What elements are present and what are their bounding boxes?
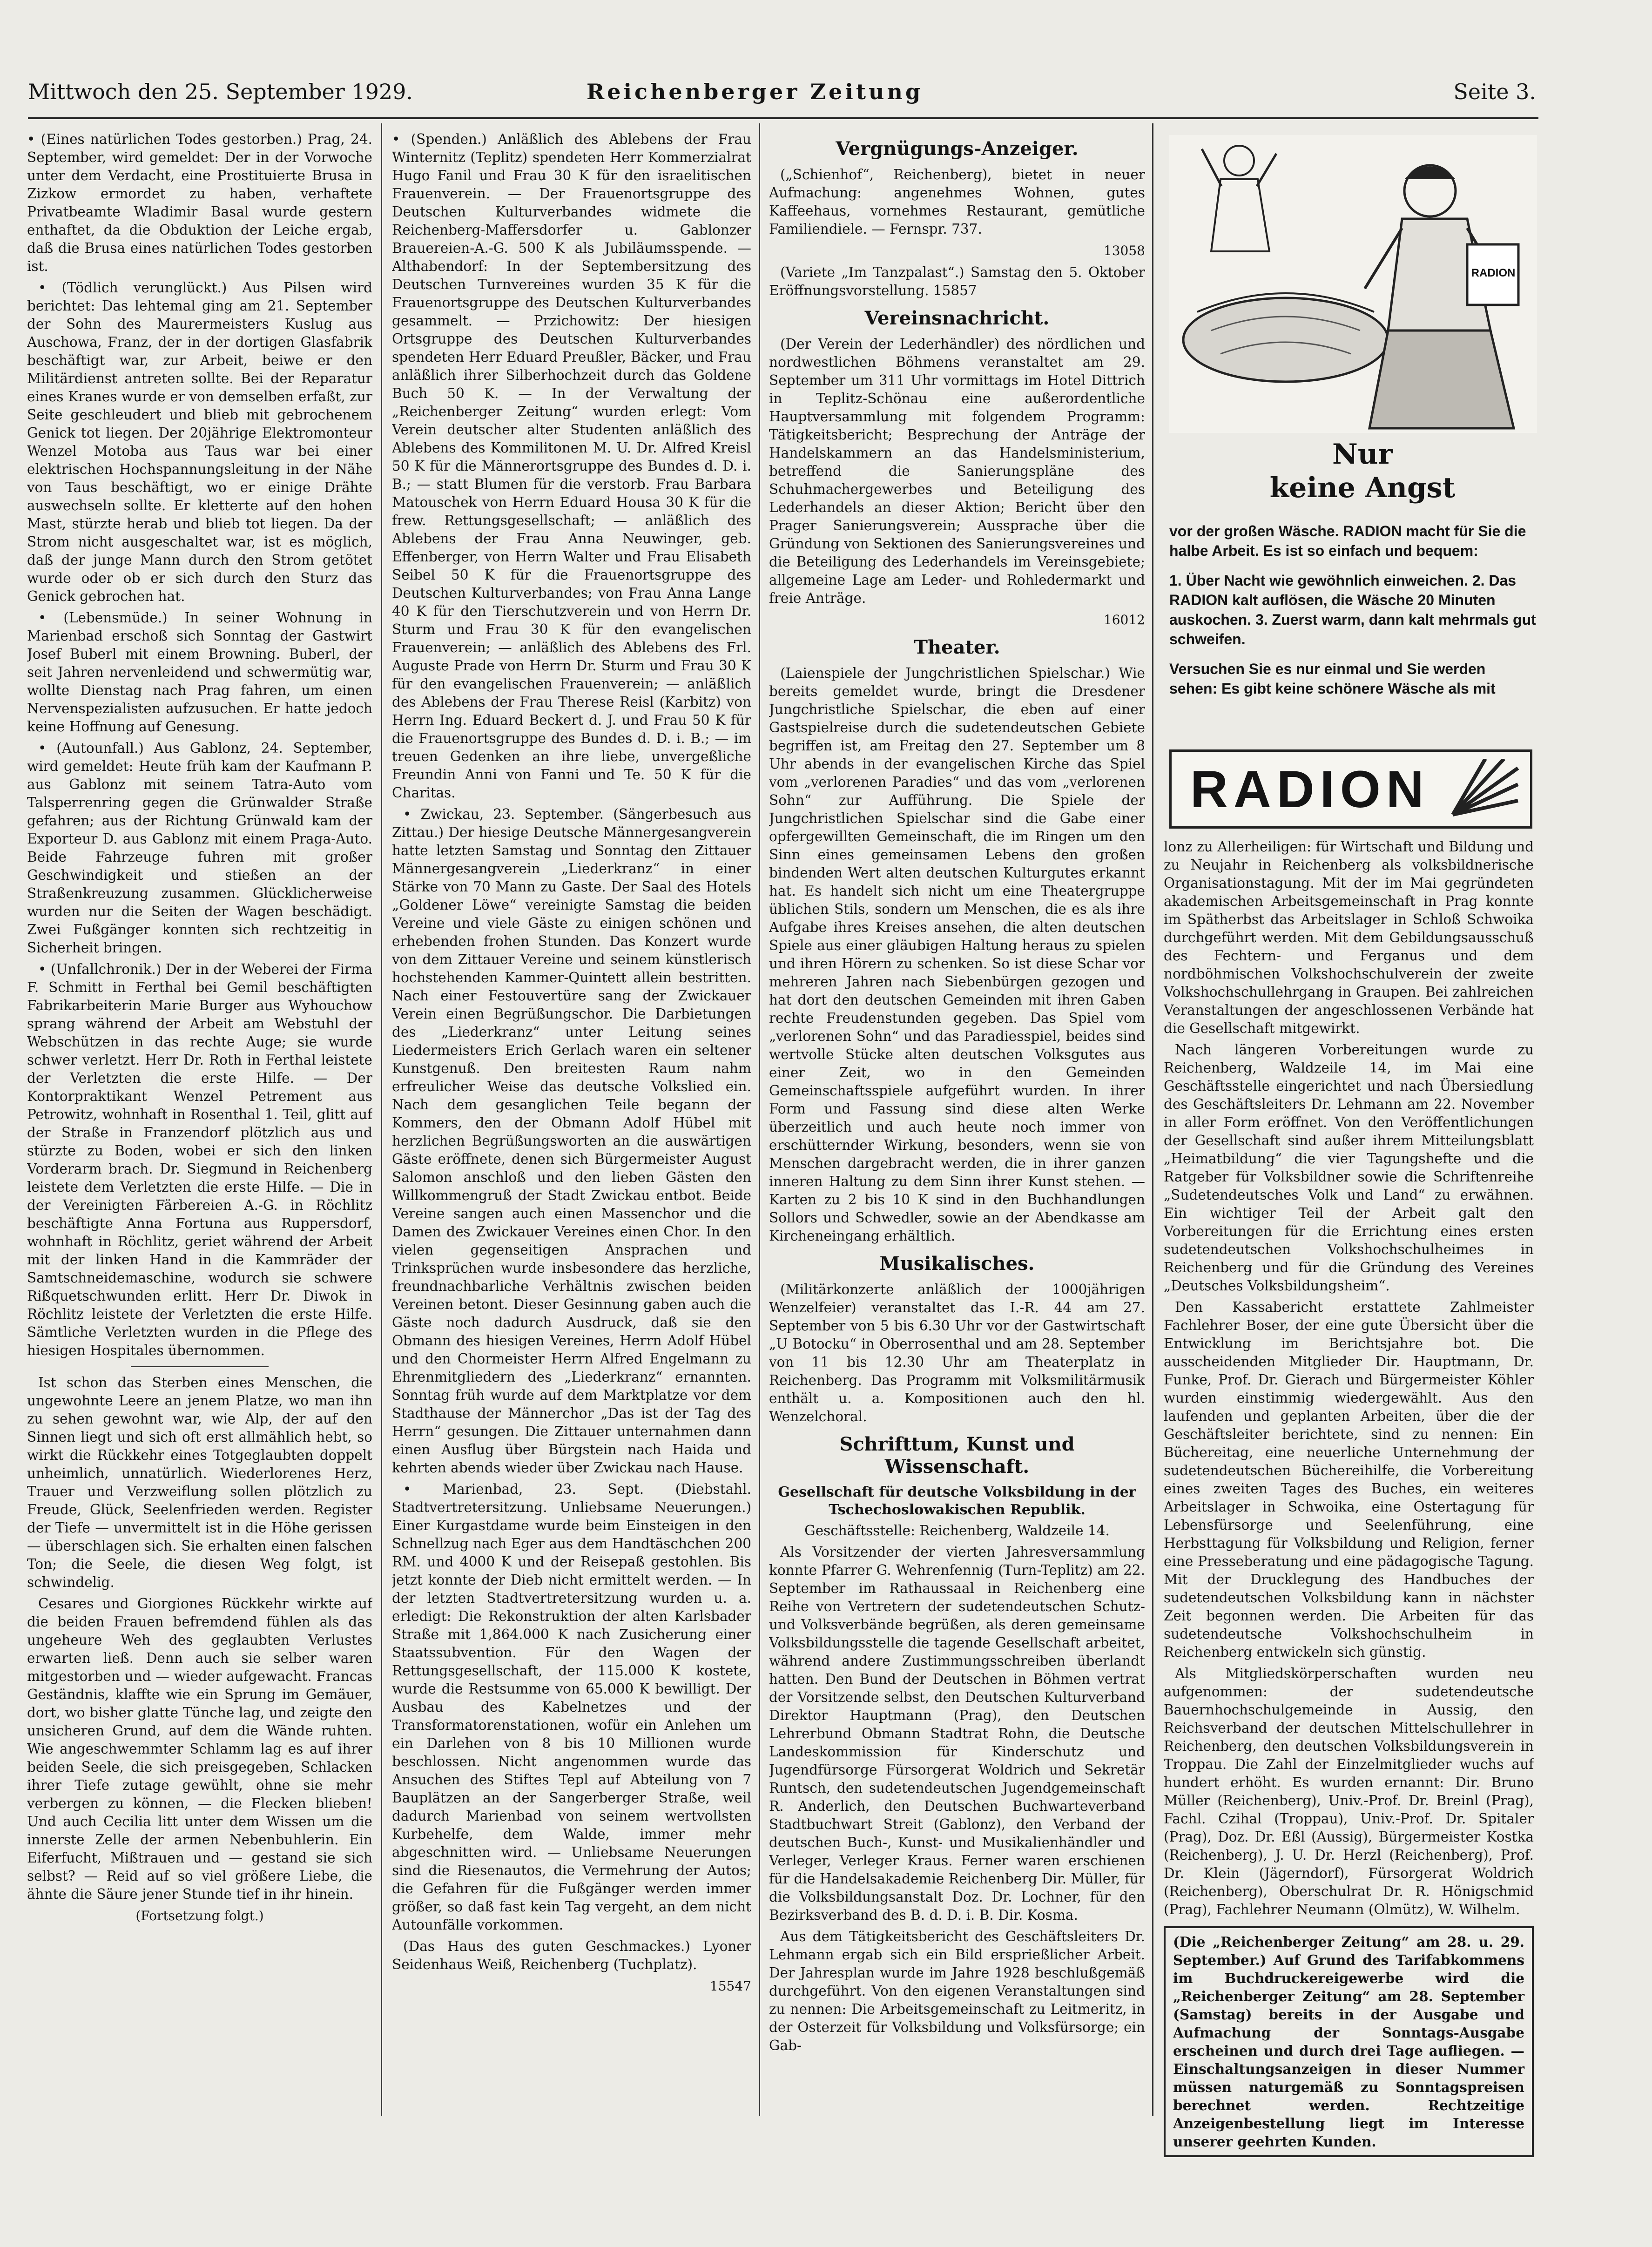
continuation-note: (Fortsetzung folgt.) — [135, 1908, 264, 1923]
column-b — [392, 130, 751, 2160]
header-rule — [28, 117, 1538, 119]
advert-number: 15547 — [709, 1978, 751, 1994]
section-heading: Schrifttum, Kunst und Wissenschaft. — [839, 1433, 1075, 1478]
article-paragraph: Als Mitgliedskörperschaften wurden neu aufgenommen: der sudetendeutsche Bauernhochschulgemeinde in Aussig, den Reichsverband der deutschen Mittelschullehrer in Reichenberg, den deutschen Volksbildungsverein in Troppau. Die Zahl der Einzelmitglieder wuchs auf hundert erhöht. Es wurden ernannt: Dir. Bruno Müller (Reichenberg), Univ.-Prof. Dr. Breinl (Prag), Fachl. Czihal (Troppau), Univ.-Prof. Dr. Spitaler (Prag), Doz. Dr. Eßl (Aussig), Bürgermeister Kostka (Reichenberg), J. U. Dr. Herzl (Reichenberg), Prof. Dr. Klein (Jägerndorf), Fürsorgerat Woldrich (Reichenberg), Oberschulrat Dr. R. Hönigschmid (Prag), Fachlehrer Neumann (Olmütz), W. Wilhelm. — [1164, 1666, 1534, 1917]
column-d — [1164, 838, 1534, 2165]
ad-slogan-line: Nur — [1332, 438, 1393, 471]
radion-logo — [1169, 749, 1532, 829]
ad-text — [1169, 521, 1537, 709]
section-heading: Musikalisches. — [879, 1253, 1035, 1275]
article-paragraph: Den Kassabericht erstattete Zahlmeister Fachlehrer Boser, der eine gute Übersicht über die Entwicklung im Berichtsjahre bot. Die ausscheidenden Mitglieder Dir. Hauptmann, Dr. Funke, Prof. Dr. Gierach und Bürgermeister Köhler wurden einstimmig wiedergewählt. Aus den laufenden und geplanten Arbeiten, über die der Geschäftsleiter berichtete, sind zu nennen: Ein Büchereitag, eine neuerliche Unternehmung der sudetendeutschen Büchereihilfe, die Vorbereitung eines zweiten Tages des Buches, ein weiteres Arbeitslager in Schwoika, eine Ostertagung für Lebensfürsorge und Seelenführung, eine Herbsttagung für Volksbildung und Religion, ferner eine Presseberatung und eine pädagogische Tagung. Mit der Drucklegung des Handbuches der sudetendeutschen Volksbildung kann in nächster Zeit begonnen werden. Die Arbeiten für das sudetendeutsche Volkshochschulheim in Reichenberg entwickeln sich günstig. — [1164, 1299, 1534, 1660]
article-paragraph: • (Lebensmüde.) In seiner Wohnung in Marienbad erschoß sich Sonntag der Gastwirt Josef Buberl mit einem Browning. Buberl, der seit Jahren nervenleidend und schwermütig war, wollte Dienstag nach Prag fahren, um einen Nervenspezialisten aufzusuchen. Er hatte jedoch keine Hoffnung auf Genesung. — [27, 610, 372, 735]
section-heading: Theater. — [914, 636, 1000, 658]
article-paragraph: (Der Verein der Lederhändler) des nördlichen und nordwestlichen Böhmens veranstaltet am 29. September um 311 Uhr vormittags im Hotel Dittrich in Teplitz-Schönau eine außerordentliche Hauptversammlung mit folgendem Programm: Tätigkeitsbericht; Besprechung der Anträge der Handelskammern an das Handelsministerium, betreffend die Sanierungspläne des Schuhmachergewerbes und Beteiligung des Lederhandels an dieser Aktion; Bericht über den Prager Sanierungsverein; Aussprache über die Gründung von Sektionen des Sanierungsvereines und die Beteiligung des Lederhandels im Vereinsgebiete; allgemeine Lage am Leder- und Rohledermarkt und freie Anträge. — [769, 336, 1145, 606]
article-subheading: Gesellschaft für deutsche Volksbildung in der Tschechoslowakischen Republik. — [778, 1484, 1136, 1518]
notice-box: (Die „Reichenberger Zeitung“ am 28. u. 29. September.) Auf Grund des Tarifabkommens im Buchdruckereigewerbe wird die „Reichenberger Zeitung“ am 28. September (Samstag) bereits in der Ausgabe und Aufmachung der Sonntags-Ausgabe erscheinen und durch drei Tage aufliegen. — Einschaltungsanzeigen in dieser Nummer müssen naturgemäß zu Sonntagspreisen berechnet werden. Rechtzeitige Anzeigenbestellung liegt im Interesse unserer geehrten Kunden. — [1164, 1926, 1534, 2157]
radion-advertisement — [1169, 130, 1536, 857]
article-paragraph: (Militärkonzerte anläßlich der 1000jährigen Wenzelfeier) veranstaltet das I.-R. 44 am 27. September von 5 bis 6.30 Uhr vor der Gastwirtschaft „U Botocku“ in Oberrosenthal und am 28. September von 11 bis 12.30 Uhr am Theaterplatz in Reichenberg. Das Programm mit Volksmilitärmusik enthält u. a. Kompositionen auch den hl. Wenzelchoral. — [769, 1282, 1145, 1424]
article-paragraph: • (Autounfall.) Aus Gablonz, 24. September, wird gemeldet: Heute früh kam der Kaufmann P. aus Gablonz mit seinem Tatra-Auto vom Talsperrenring gegen die Grünwalder Straße gefahren; aus der Richtung Grünwald kam der Exporteur D. aus Gablonz mit einem Praga-Auto. Beide Fahrzeuge fuhren mit großer Geschwindigkeit und stießen an der Straßenkreuzung zusammen. Glücklicherweise wurden nur die Seiten der Wagen beschädigt. Zwei Fußgänger konnten sich rechtzeitig in Sicherheit bringen. — [27, 740, 372, 956]
advert-number: 13058 — [1103, 243, 1145, 258]
advert-number: 16012 — [1103, 612, 1145, 628]
column-c — [769, 130, 1145, 2160]
ad-slogan — [1246, 438, 1479, 505]
advert-paragraph: (Das Haus des guten Geschmackes.) Lyoner Seidenhaus Weiß, Reichenberg (Tuchplatz). — [392, 1938, 751, 1972]
serial-paragraph: Cesares und Giorgiones Rückkehr wirkte auf die beiden Frauen befremdend fühlen als das ungeheure Weh des geglaubten Verlustes erwarten ließ. Denn auch sie selber waren mitgestorben und — wieder aufgewacht. Francas Geständnis, klaffte wie ein Sprung im Gemäuer, dort, wo bisher glatte Tünche lag, und zeigte den unsicheren Grund, auf dem die Wände ruhten. Wie angeschwemmter Schlamm lag es auf ihrer beiden Seele, die sich preisgegeben, Schlacken ihrer Tiefe zutage gewühlt, ohne sie mehr verbergen zu können, — die Flecken blieben! Und auch Cecilia litt unter dem Wissen um die innerste Zelle der armen Nebenbuhlerin. Ein Eiferfucht, Mißtrauen und — gestand sie sich selbst? — Reid auf so viel größere Liebe, die ähnte die Säure jener Stunde tief in ihr hinein. — [27, 1596, 372, 1902]
laundry-illustration-icon — [1169, 135, 1537, 433]
section-heading: Vereinsnachricht. — [864, 307, 1050, 329]
article-paragraph: Nach längeren Vorbereitungen wurde zu Reichenberg, Waldzeile 14, im Mai eine Geschäftsstelle eingerichtet und nach Übersiedlung des Geschäftsleiters Dr. Lehmann am 22. November in aller Form eröffnet. Von den Veröffentlichungen der Gesellschaft sind außer ihrem Mitteilungsblatt „Heimatbildung“ die vier Tagungshefte und die Ratgeber für Volksbildner sowie die Schriftenreihe „Sudetendeutsches Volk und Land“ zu erwähnen. Ein wichtiger Teil der Arbeit galt den Vorbereitungen für die Errichtung eines ersten sudetendeutschen Volkshochschulheimes in Reichenberg und für die Gründung des Vereines „Deutsches Volksbildungsheim“. — [1164, 1042, 1534, 1294]
ad-slogan-line: keine Angst — [1269, 472, 1456, 504]
article-paragraph: (Laienspiele der Jungchristlichen Spielschar.) Wie bereits gemeldet wurde, bringt die Dresdener Jungchristliche Spielschar, die eben auf einer Gastspielreise durch die sudetendeutschen Gebiete begriffen ist, am Freitag den 27. September um 8 Uhr abends in der evangelischen Kirche das Spiel vom „verlorenen Paradies“ und das vom „verlorenen Sohn“ zur Aufführung. Die Spiele der Jungchristlichen Spielschar sind die Gabe einer opfergewillten Gemeinschaft, die im Ringen um den Sinn eines gemeinsamen Lebens den großen bindenden Wert alten deutschen Kulturgutes erkannt hat. Es handelt sich nicht um eine Theatergruppe üblichen Stils, sondern um Menschen, die es als ihre Aufgabe ihres Kreises ansehen, die alten deutschen Spiele aus einer gläubigen Haltung heraus zu spielen und ihren Hörern zu schenken. So ist diese Schar vor mehreren Jahren nach Siebenbürgen gezogen und hat dort den deutschen Gemeinden mit ihren Gaben rechte Freudenstunden gegeben. Das Spiel vom „verlorenen Sohn“ und das Paradiesspiel, beides sind wertvolle Stücke alten deutschen Volksgutes aus einer Zeit, wo in den Gemeinden Gemeinschaftsspiele aufgeführt wurden. In ihrer Form und Fassung sind diese alten Werke überzeitlich und auch heute noch immer von erschütternder Wirkung, besonders, wenn sie von Menschen dargebracht werden, die in ihrer ganzen inneren Haltung zu dem Sinn ihrer Kunst stehen. — Karten zu 2 bis 10 K sind in den Buchhandlungen Sollors und Schwedler, sowie an der Abendkasse am Kircheneingang erhältlich. — [769, 665, 1145, 1244]
ad-line: 1. Über Nacht wie gewöhnlich einweichen. 2. Das RADION kalt auflösen, die Wäsche 20 Minuten auskochen. 3. Zuerst warm, dann kalt mehrmals gut schweifen. — [1169, 572, 1536, 648]
page-number: Seite 3. — [1453, 79, 1536, 104]
article-paragraph: • Zwickau, 23. September. (Sängerbesuch aus Zittau.) Der hiesige Deutsche Männergesangverein hatte letzten Samstag und Sonntag den Zittauer Männergesangverein „Liederkranz“ in einer Stärke von 70 Mann zu Gaste. Der Saal des Hotels „Goldener Löwe“ vereinigte Samstag die beiden Vereine und viele Gäste zu einigen schönen und erhebenden frohen Stunden. Das Konzert wurde von dem Zittauer Vereine und seinem künstlerisch hochstehenden Kammer-Quintett allein bestritten. Nach einer Festouvertüre sang der Zwickauer Verein einen Begrüßungschor. Die Darbietungen des „Liederkranz“ unter Leitung seines Liedermeisters Erich Gerlach waren ein seltener Kunstgenuß. Den breitesten Raum nahm erfreulicher Weise das deutsche Volkslied ein. Nach dem gesanglichen Teile begann der Kommers, den der Obmann Adolf Hübel mit herzlichen Begrüßungsworten an die auswärtigen Gäste eröffnete, denen sich Bürgermeister August Salomon anschloß und den lieben Gästen den Willkommengruß der Stadt Zwickau entbot. Beide Vereine sangen auch einen Massenchor und die Damen des Zwickauer Vereines einen Chor. In den vielen gegenseitigen Ansprachen und Trinksprüchen wurde insbesondere das herzliche, freundnachbarliche Verhältnis zwischen beiden Vereinen betont. Dieser Gesinnung gaben auch die Gäste noch dadurch Ausdruck, daß sie den Obmann des hiesigen Vereines, Herrn Adolf Hübel und den Chormeister Herrn Alfred Engelmann zu Ehrenmitgliedern des „Liederkranz“ ernannten. Sonntag früh wurde auf dem Marktplatze vor dem Stadthause der Männerchor „Das ist der Tag des Herrn“ gesungen. Die Zittauer unternahmen dann einen Ausflug über Bürgstein nach Haida und kehrten abends wieder über Zwickau nach Hause. — [392, 806, 751, 1476]
article-paragraph: • (Tödlich verunglückt.) Aus Pilsen wird berichtet: Das lehtemal ging am 21. September der Sohn des Maurermeisters Kuslug aus Auschowa, Franz, der in der dortigen Glasfabrik beschäftigt war, zur Arbeit, beiwe er den Militärdienst antreten sollte. Bei der Reparatur eines Kranes wurde er von demselben erfaßt, zur Seite geschleudert und blieb mit gebrochenem Genick tot liegen. Der 20jährige Elektromonteur Wenzel Motoba aus Taus war bei einer elektrischen Hochspannungsleitung in der Nähe von Taus beschäftigt, wo er einige Drähte auswechseln sollte. Er kletterte auf den hohen Mast, stürzte herab und blieb tot liegen. Da der Strom nicht ausgeschaltet war, ist es möglich, daß der junge Mann durch den Strom getötet wurde oder ob er sich durch den Sturz das Genick gebrochen hat. — [27, 280, 372, 604]
article-paragraph: • (Spenden.) Anläßlich des Ablebens der Frau Winternitz (Teplitz) spendeten Herr Kommerzialrat Hugo Fanil und Frau 30 K für den israelitischen Frauenverein. — Der Frauenortsgruppe des Deutschen Kulturverbandes widmete die Reichenberg-Maffersdorfer u. Gablonzer Brauereien-A.-G. 500 K als Jubiläumsspende. — Althabendorf: In der Septembersitzung des Deutschen Turnvereines wurden 35 K für die Frauenortsgruppe des Deutschen Kulturverbandes gesammelt. — Przichowitz: Der hiesigen Ortsgruppe des Deutschen Kulturverbandes spendeten Herr Eduard Preußler, Bäcker, und Frau anläßlich ihrer Silberhochzeit durch das Goldene Buch 50 K. — In der Verwaltung der „Reichenberger Zeitung“ wurden erlegt: Vom Verein deutscher alter Studenten anläßlich des Ablebens des Kommilitonen M. U. Dr. Alfred Kreisl 50 K für die Männerortsgruppe des Bundes d. D. i. B.; — statt Blumen für die verstorb. Frau Barbara Matouschek von Herrn Eduard Housa 30 K für die frew. Rettungsgesellschaft; — anläßlich des Ablebens der Frau Anna Neuwinger, geb. Effenberger, von Herrn Walter und Frau Elisabeth Seibel 50 K für die Frauenortsgruppe des Deutschen Kulturverbandes; von Frau Anna Lange 40 K für den Tierschutzverein und von Herrn Dr. Sturm und Frau 30 K für den evangelischen Frauenverein; — anläßlich des Ablebens des Frl. Auguste Prade von Herrn Dr. Sturm und Frau 30 K für den evangelischen Frauenverein; — anläßlich des Ablebens der Frau Therese Reisl (Karbitz) von Herrn Ing. Eduard Beckert d. J. und Frau 50 K für die Frauenortsgruppe des Bundes d. D. i. B.; — im treuen Gedenken an ihre liebe, unvergeßliche Freundin Anni von Fanni und Te. 50 K für die Charitas. — [392, 131, 751, 801]
page-header — [28, 79, 1536, 112]
article-paragraph: (Variete „Im Tanzpalast“.) Samstag den 5. Oktober Eröffnungsvorstellung. 15857 — [769, 264, 1145, 298]
article-paragraph: • (Unfallchronik.) Der in der Weberei der Firma F. Schmitt in Ferthal bei Gemil beschäftigten Fabrikarbeiterin Marie Burger aus Wyhouchow sprang während der Arbeit am Webstuhl der Webschützen in das rechte Auge; sie wurde schwer verletzt. Herr Dr. Roth in Ferthal leistete der Verletzten die erste Hilfe. — Der Kontorpraktikant Wenzel Petrement aus Petrowitz, wohnhaft in Rosenthal 1. Teil, glitt auf der Straße in Franzendorf plötzlich aus und stürzte zu Boden, wobei er sich den linken Vorderarm brach. Dr. Siegmund in Reichenberg leistete dem Verletzten die erste Hilfe. — Die in der Vereinigten Färbereien A.-G. in Röchlitz beschäftigte Anna Fortuna aus Ruppersdorf, wohnhaft in Röchlitz, geriet während der Arbeit mit der linken Hand in die Kammräder der Samtschneidemaschine, wodurch sie schwere Rißquetschwunden erlitt. Herr Dr. Diwok in Röchlitz leistete der Verletzten die erste Hilfe. Sämtliche Verletzten wurden in die Pflege des hiesigen Hospitales übernommen. — [27, 961, 372, 1358]
column-rule — [381, 123, 382, 2116]
laundry-woman-illustration — [1169, 135, 1537, 433]
pack-label: RADION — [1471, 267, 1516, 279]
article-paragraph: • Marienbad, 23. Sept. (Diebstahl. Stadtvertretersitzung. Unliebsame Neuerungen.) Einer Kurgastdame wurde beim Einsteigen in den Schnellzug nach Eger aus dem Handtäschchen 200 RM. und 4000 K und der Reisepaß gestohlen. Bis jetzt konnte der Dieb nicht ermittelt werden. — In der letzten Stadtvertretersitzung wurden u. a. erledigt: Die Rekonstruktion der alten Karlsbader Straße mit 1,864.000 K nach Zusicherung einer Staatssubvention. Für den Wagen der Rettungsgesellschaft, der 115.000 K kostete, wurde die Restsumme von 65.000 K bewilligt. Der Ausbau des Kabelnetzes und der Transformatorenstationen, wofür ein Anlehen um ein Darlehen von 8 bis 10 Millionen wurde beschlossen. Nicht angenommen wurde das Ansuchen des Stiftes Tepl auf Abteilung von 7 Bauplätzen an der Sangerberger Straße, weil dadurch Marienbad von seinem wertvollsten Kurbehelfe, dem Walde, immer mehr abgeschnitten wird. — Unliebsame Neuerungen sind die Riesenautos, die Vermehrung der Autos; die Gefahren für die Fußgänger werden immer größer, so daß fast kein Tag vergeht, an dem nicht Autounfälle vorkommen. — [392, 1481, 751, 1933]
ad-line: vor der großen Wäsche. RADION macht für Sie die halbe Arbeit. Es ist so einfach und bequem: — [1169, 523, 1526, 559]
serial-paragraph: Ist schon das Sterben eines Menschen, die ungewohnte Leere an jenem Platze, wo man ihn zu sehen gewohnt war, wie Alp, der auf den Sinnen liegt und sich oft erst allmählich hebt, so wirkt die Rückkehr eines Totgeglaubten doppelt unheimlich, unnatürlich. Wiederlorenes Herz, Trauer und Verzweiflung sollen plötzlich zu Freude, Glück, Seelenfrieden werden. Register der Tiefe — unvermittelt ist in die Höhe gerissen — überschlagen sich. Sie erhalten einen falschen Ton; die Seele, die diesen Weg folgt, ist schwindelig. — [27, 1375, 372, 1590]
column-rule — [1152, 123, 1153, 2116]
ad-line: Versuchen Sie es nur einmal und Sie werden sehen: Es gibt keine schönere Wäsche als mit — [1169, 661, 1496, 697]
radion-logo-text: RADION — [1190, 760, 1429, 818]
article-paragraph: lonz zu Allerheiligen: für Wirtschaft und Bildung und zu Neujahr in Reichenberg als volksbildnerische Organisationstagung. Mit der im Mai gegründeten akademischen Arbeitsgemeinschaft in Prag konnte im Spätherbst das Arbeitslager in Schloß Schwoika durchgeführt werden. Mit dem Gebildungsausschuß des Fechtern- und Ferganus und dem nordböhmischen Volkshochschulverein der zweite Volkshochschullehrgang in Graupen. Bei zahlreichen Veranstaltungen der angeschlossenen Verbände hat die Gesellschaft mitgewirkt. — [1164, 839, 1534, 1036]
newspaper-title: Reichenberger Zeitung — [587, 79, 924, 104]
article-paragraph: Als Vorsitzender der vierten Jahresversammlung konnte Pfarrer G. Wehrenfennig (Turn-Teplitz) am 22. September im Rathaussaal in Reichenberg eine Reihe von Vertretern der sudetendeutschen Schutz- und Volksverbände begrüßen, als deren gemeinsame Volksbildungsstelle die tagende Gesellschaft arbeitet, während andere Zustimmungsschreiben überlandt hatten. Den Bund der Deutschen in Böhmen vertrat der Vorsitzende selbst, den Deutschen Kulturverband Direktor Hauptmann (Prag), den Deutschen Lehrerbund Obmann Stadtrat Rohn, die Deutsche Landeskommission für Kinderschutz und Jugendfürsorge Fürsorgerat Woldrich und Sekretär Runtsch, den sudetendeutschen Jugendgemeinschaft R. Anderlich, den Deutschen Buchwarteverband Stadtbuchwart Streit (Gablonz), den Verband der deutschen Buch-, Kunst- und Musikalienhändler und Verleger, Verleger Kraus. Ferner waren erschienen für die Handelsakademie Reichenberg Dir. Müller, für die Volksbildungsanstalt Doz. Dr. Lochner, für den Bezirksverband des B. d. D. i. B. Dir. Kosma. — [769, 1544, 1145, 1923]
article-paragraph: Aus dem Tätigkeitsbericht des Geschäftsleiters Dr. Lehmann ergab sich ein Bild ersprießlicher Arbeit. Der Jahresplan wurde im Jahre 1928 beschlußgemäß durchgeführt. Von den eigenen Veranstaltungen sind zu nennen: Die Arbeitsgemeinschaft zu Leitmeritz, in der Osterzeit für Volksbildung und Volksfürsorge; ein Gab- — [769, 1929, 1145, 2053]
sun-rays-icon — [1448, 759, 1523, 819]
section-heading: Vergnügungs-Anzeiger. — [836, 138, 1079, 160]
column-rule — [759, 123, 760, 2116]
issue-date: Mittwoch den 25. September 1929. — [28, 79, 413, 104]
column-a — [27, 130, 372, 2160]
article-paragraph: • (Eines natürlichen Todes gestorben.) Prag, 24. September, wird gemeldet: Der in der Vorwoche unter dem Verdacht, eine Prostituierte Brusa in Zizkow ermordet zu haben, verhaftete Privatbeamte Wladimir Basal wurde gestern enthaftet, da die Obduktion der Leiche ergab, daß die Brusa eines natürlichen Todes gestorben ist. — [27, 131, 372, 274]
article-paragraph: („Schienhof“, Reichenberg), bietet in neuer Aufmachung: angenehmes Wohnen, gutes Kaffeehaus, vornehmes Restaurant, gemütliche Familiendiele. — Fernspr. 737. — [769, 167, 1145, 237]
separator-rule — [131, 1366, 269, 1367]
article-address: Geschäftsstelle: Reichenberg, Waldzeile 14. — [804, 1523, 1110, 1538]
